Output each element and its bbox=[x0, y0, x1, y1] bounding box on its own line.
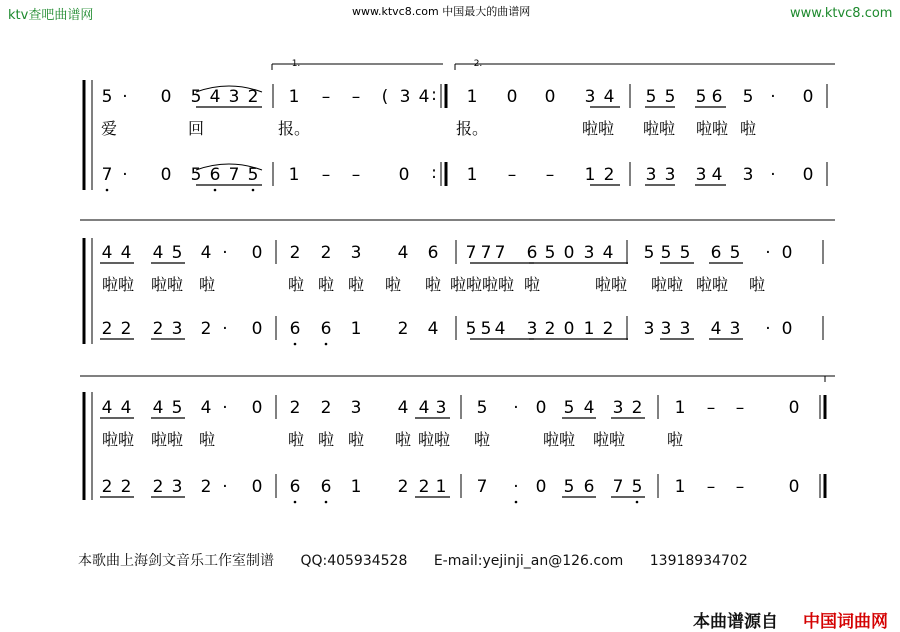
top-note: 3 bbox=[350, 398, 362, 418]
bottom-note: 3 bbox=[645, 165, 657, 185]
bottom-note: 2 bbox=[397, 477, 409, 497]
lyric-syllable: 啦 bbox=[287, 430, 305, 449]
bottom-note: 2 bbox=[101, 319, 113, 339]
top-note: 5 bbox=[643, 243, 655, 263]
bottom-note: 6 bbox=[320, 477, 332, 497]
bottom-note: 0 bbox=[398, 165, 410, 185]
bottom-note: 0 bbox=[788, 477, 800, 497]
top-note: 2 bbox=[320, 398, 332, 418]
footer-phone: 13918934702 bbox=[649, 553, 748, 569]
footer-studio: 本歌曲上海剑文音乐工作室制谱 bbox=[78, 553, 274, 569]
bottom-note: 0 bbox=[802, 165, 814, 185]
top-note: 4 bbox=[209, 87, 221, 107]
top-note: · bbox=[222, 398, 228, 418]
footer-email[interactable]: E-mail:yejinji_an@126.com bbox=[433, 553, 624, 569]
top-note: 7 bbox=[494, 243, 506, 263]
lyric-syllable: 啦 bbox=[347, 275, 365, 294]
bottom-note: 2 bbox=[152, 319, 164, 339]
bottom-note: 1 bbox=[435, 477, 447, 497]
bottom-note: 2 bbox=[602, 319, 614, 339]
bottom-note: · bbox=[513, 477, 519, 497]
bottom-note: – bbox=[351, 165, 361, 185]
bottom-note: 3 bbox=[679, 319, 691, 339]
bottom-note: 1 bbox=[350, 319, 362, 339]
repeat-dots: : bbox=[431, 163, 437, 183]
bottom-note: 4 bbox=[711, 165, 723, 185]
bottom-note: 6 bbox=[320, 319, 332, 339]
top-note: – bbox=[321, 87, 331, 107]
top-note: 6 bbox=[526, 243, 538, 263]
top-note: 3 bbox=[584, 87, 596, 107]
bottom-note: 1 bbox=[674, 477, 686, 497]
bottom-note: 5 bbox=[631, 477, 643, 497]
top-note: 4 bbox=[583, 398, 595, 418]
top-note: 5 bbox=[171, 398, 183, 418]
bottom-note: 0 bbox=[160, 165, 172, 185]
bottom-note: · bbox=[222, 319, 228, 339]
top-note: 5 bbox=[729, 243, 741, 263]
source-site-logo[interactable]: 中国词曲网 bbox=[803, 612, 888, 632]
footer-qq: QQ:405934528 bbox=[300, 553, 408, 569]
bottom-note: 2 bbox=[120, 477, 132, 497]
top-note: – bbox=[735, 398, 745, 418]
bottom-note: 2 bbox=[200, 477, 212, 497]
top-note: · bbox=[765, 243, 771, 263]
top-note: 5 bbox=[664, 87, 676, 107]
top-note: 4 bbox=[397, 398, 409, 418]
top-note: 2 bbox=[289, 398, 301, 418]
top-note: 5 bbox=[679, 243, 691, 263]
top-note: 0 bbox=[781, 243, 793, 263]
volta-1-label: 1. bbox=[291, 59, 301, 69]
bottom-note: 0 bbox=[563, 319, 575, 339]
top-note: 5 bbox=[544, 243, 556, 263]
top-note: 4 bbox=[101, 243, 113, 263]
octave-dot bbox=[636, 501, 639, 504]
bottom-note: 5 bbox=[190, 165, 202, 185]
lyric-syllable: 啦 bbox=[473, 430, 491, 449]
octave-dot bbox=[325, 343, 328, 346]
lyric-syllable: 啦啦 bbox=[101, 430, 135, 449]
bottom-note: 1 bbox=[350, 477, 362, 497]
top-note: 4 bbox=[152, 398, 164, 418]
lyric-syllable: 啦 bbox=[287, 275, 305, 294]
bottom-note: 5 bbox=[563, 477, 575, 497]
octave-dot bbox=[214, 189, 217, 192]
top-note: 5 bbox=[695, 87, 707, 107]
top-note: 0 bbox=[788, 398, 800, 418]
bottom-note: 2 bbox=[603, 165, 615, 185]
bottom-note: 5 bbox=[247, 165, 259, 185]
bottom-note: 2 bbox=[544, 319, 556, 339]
bottom-note: 6 bbox=[209, 165, 221, 185]
header-site-url[interactable]: www.ktvc8.com bbox=[790, 6, 893, 21]
bottom-note: 3 bbox=[171, 319, 183, 339]
lyric-syllable: 啦啦 bbox=[150, 430, 184, 449]
top-note: 0 bbox=[563, 243, 575, 263]
bottom-note: 4 bbox=[710, 319, 722, 339]
top-note: 4 bbox=[418, 398, 430, 418]
lyric-syllable: 啦啦 bbox=[150, 275, 184, 294]
lyric-syllable: 啦啦啦啦 bbox=[449, 275, 515, 294]
lyric-syllable: 啦 bbox=[317, 430, 335, 449]
lyric-syllable: 啦 bbox=[317, 275, 335, 294]
top-note: 4 bbox=[602, 243, 614, 263]
bottom-note: 2 bbox=[120, 319, 132, 339]
lyric-syllable: 啦啦 bbox=[594, 275, 628, 294]
top-note: 7 bbox=[480, 243, 492, 263]
octave-dot bbox=[515, 501, 518, 504]
bottom-note: 3 bbox=[526, 319, 538, 339]
bottom-note: 7 bbox=[228, 165, 240, 185]
lyric-syllable: 啦 bbox=[394, 430, 412, 449]
lyric-syllable: 啦 bbox=[666, 430, 684, 449]
top-note: 5 bbox=[645, 87, 657, 107]
bottom-note: · bbox=[765, 319, 771, 339]
top-note: 0 bbox=[251, 243, 263, 263]
bottom-note: 5 bbox=[465, 319, 477, 339]
header-site-slogan: www.ktvc8.com 中国最大的曲谱网 bbox=[352, 5, 531, 18]
header-site-name: ktv查吧曲谱网 bbox=[8, 8, 94, 23]
top-note: · bbox=[122, 87, 128, 107]
top-note: 5 bbox=[660, 243, 672, 263]
top-note: 0 bbox=[251, 398, 263, 418]
bottom-note: 1 bbox=[466, 165, 478, 185]
top-note: 4 bbox=[101, 398, 113, 418]
bottom-note: 3 bbox=[742, 165, 754, 185]
bottom-note: 6 bbox=[583, 477, 595, 497]
bottom-note: 7 bbox=[612, 477, 624, 497]
bottom-note: 3 bbox=[664, 165, 676, 185]
bottom-note: 1 bbox=[583, 319, 595, 339]
top-note: 2 bbox=[631, 398, 643, 418]
lyric-syllable: 啦啦 bbox=[650, 275, 684, 294]
top-note: 2 bbox=[320, 243, 332, 263]
top-note: 3 bbox=[583, 243, 595, 263]
bottom-note: – bbox=[321, 165, 331, 185]
lyric-syllable: 啦啦 bbox=[417, 430, 451, 449]
bottom-note: 6 bbox=[289, 319, 301, 339]
top-note: 4 bbox=[397, 243, 409, 263]
bottom-note: 1 bbox=[288, 165, 300, 185]
top-note: 4 bbox=[120, 243, 132, 263]
top-note: · bbox=[513, 398, 519, 418]
lyric-syllable: 啦 bbox=[748, 275, 766, 294]
bottom-note: – bbox=[706, 477, 716, 497]
top-note: 0 bbox=[506, 87, 518, 107]
octave-dot bbox=[252, 189, 255, 192]
top-note: – bbox=[351, 87, 361, 107]
bottom-note: 2 bbox=[200, 319, 212, 339]
top-note: 3 bbox=[612, 398, 624, 418]
top-note: 5 bbox=[101, 87, 113, 107]
top-note: · bbox=[222, 243, 228, 263]
bottom-note: – bbox=[735, 477, 745, 497]
top-note: ( bbox=[381, 87, 389, 107]
octave-dot bbox=[294, 501, 297, 504]
top-note: 6 bbox=[711, 87, 723, 107]
top-note: 0 bbox=[802, 87, 814, 107]
bottom-note: 3 bbox=[171, 477, 183, 497]
top-note: 5 bbox=[476, 398, 488, 418]
top-note: 4 bbox=[200, 398, 212, 418]
bottom-note: · bbox=[222, 477, 228, 497]
top-note: · bbox=[770, 87, 776, 107]
top-note: 2 bbox=[289, 243, 301, 263]
bottom-note: 0 bbox=[251, 477, 263, 497]
lyric-syllable: 爱 bbox=[100, 119, 118, 138]
lyric-syllable: 啦 bbox=[739, 119, 757, 138]
footer-credits bbox=[78, 550, 770, 570]
top-note: – bbox=[706, 398, 716, 418]
bottom-note: · bbox=[122, 165, 128, 185]
top-note: 1 bbox=[466, 87, 478, 107]
bottom-note: 2 bbox=[418, 477, 430, 497]
bottom-note: 3 bbox=[660, 319, 672, 339]
top-note: 2 bbox=[247, 87, 259, 107]
bottom-note: · bbox=[770, 165, 776, 185]
top-note: 4 bbox=[152, 243, 164, 263]
lyric-syllable: 啦 bbox=[384, 275, 402, 294]
lyric-syllable: 啦啦 bbox=[695, 275, 729, 294]
lyric-syllable: 啦 bbox=[198, 430, 216, 449]
bottom-note: – bbox=[507, 165, 517, 185]
lyric-syllable: 啦 bbox=[523, 275, 541, 294]
top-note: 5 bbox=[171, 243, 183, 263]
top-note: 7 bbox=[465, 243, 477, 263]
bottom-note: 3 bbox=[695, 165, 707, 185]
bottom-note: 2 bbox=[101, 477, 113, 497]
bottom-note: 2 bbox=[152, 477, 164, 497]
top-note: 3 bbox=[435, 398, 447, 418]
top-note: 3 bbox=[350, 243, 362, 263]
top-note: 0 bbox=[544, 87, 556, 107]
top-note: 6 bbox=[427, 243, 439, 263]
top-note: 1 bbox=[674, 398, 686, 418]
lyric-syllable: 啦 bbox=[198, 275, 216, 294]
lyric-syllable: 报。 bbox=[277, 119, 311, 138]
top-note: 4 bbox=[200, 243, 212, 263]
octave-dot bbox=[325, 501, 328, 504]
bottom-note: 0 bbox=[781, 319, 793, 339]
source-label: 本曲谱源自 bbox=[693, 612, 778, 632]
lyric-syllable: 啦啦 bbox=[101, 275, 135, 294]
bottom-note: 4 bbox=[494, 319, 506, 339]
bottom-note: 2 bbox=[397, 319, 409, 339]
top-note: 3 bbox=[399, 87, 411, 107]
top-note: 0 bbox=[535, 398, 547, 418]
top-note: 5 bbox=[742, 87, 754, 107]
bottom-note: 4 bbox=[427, 319, 439, 339]
bottom-note: 7 bbox=[476, 477, 488, 497]
volta-2-label: 2. bbox=[473, 59, 483, 69]
lyric-syllable: 回 bbox=[187, 119, 205, 138]
top-note: 4 bbox=[418, 87, 430, 107]
top-note: 5 bbox=[190, 87, 202, 107]
lyric-syllable: 啦 bbox=[347, 430, 365, 449]
bottom-note: 6 bbox=[289, 477, 301, 497]
bottom-note: – bbox=[545, 165, 555, 185]
repeat-dots: : bbox=[431, 85, 437, 105]
bottom-note: 0 bbox=[251, 319, 263, 339]
bottom-note: 0 bbox=[535, 477, 547, 497]
bottom-note: 5 bbox=[480, 319, 492, 339]
bottom-note: 3 bbox=[729, 319, 741, 339]
lyric-syllable: 啦啦 bbox=[592, 430, 626, 449]
top-note: 6 bbox=[710, 243, 722, 263]
top-note: 4 bbox=[120, 398, 132, 418]
lyric-syllable: 报。 bbox=[455, 119, 489, 138]
octave-dot bbox=[106, 189, 109, 192]
bottom-note: 1 bbox=[584, 165, 596, 185]
octave-dot bbox=[294, 343, 297, 346]
lyric-syllable: 啦啦 bbox=[542, 430, 576, 449]
top-note: 0 bbox=[160, 87, 172, 107]
top-note: 1 bbox=[288, 87, 300, 107]
bottom-note: 3 bbox=[643, 319, 655, 339]
top-note: 4 bbox=[603, 87, 615, 107]
lyric-syllable: 啦啦 bbox=[695, 119, 729, 138]
lyric-syllable: 啦啦 bbox=[581, 119, 615, 138]
top-note: 5 bbox=[563, 398, 575, 418]
bottom-note: 7 bbox=[101, 165, 113, 185]
lyric-syllable: 啦啦 bbox=[642, 119, 676, 138]
lyric-syllable: 啦 bbox=[424, 275, 442, 294]
top-note: 3 bbox=[228, 87, 240, 107]
